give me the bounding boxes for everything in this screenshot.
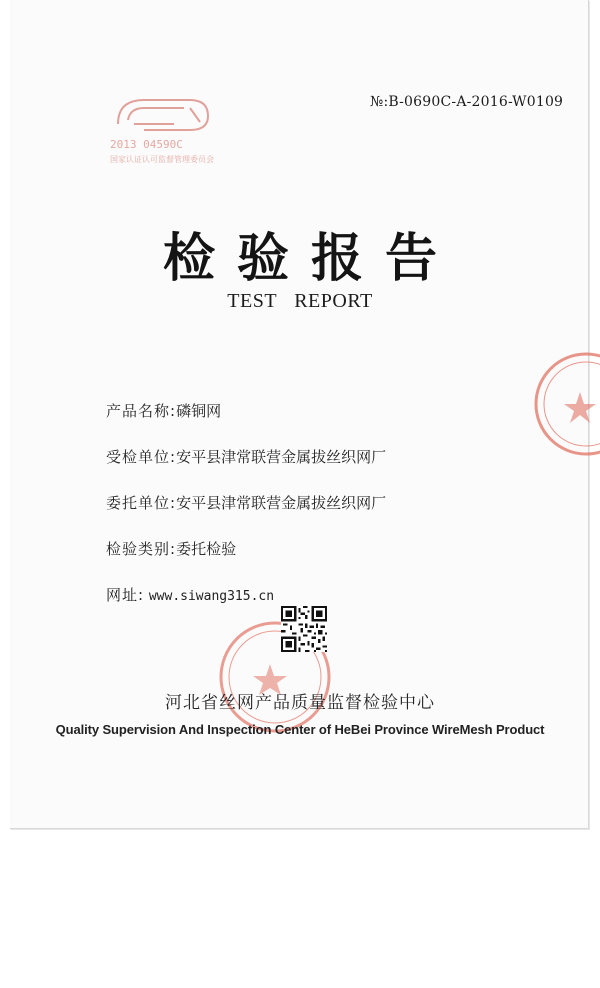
website-label: 网址: (106, 586, 145, 604)
client-unit-value: 安平县津常联营金属拔丝织网厂 (176, 494, 387, 512)
client-unit-row (106, 492, 386, 513)
client-unit-label: 委托单位: (106, 494, 177, 512)
qr-code-icon[interactable] (281, 606, 327, 652)
title-chinese: 检验报告 (162, 229, 459, 289)
inspection-type-value: 委托检验 (176, 540, 237, 558)
product-name-label: 产品名称: (106, 402, 177, 420)
stamp-cert-number: 2013 04590C (110, 138, 183, 151)
issuer-name-chinese: 河北省丝网产品质量监督检验中心 (165, 693, 435, 713)
report-number: №:B-0690C-A-2016-W0109 (370, 94, 564, 110)
stamp-cert-text: 国家认证认可监督管理委员会 (110, 155, 214, 164)
inspected-unit-row (106, 446, 386, 467)
website-link[interactable]: www.siwang315.cn (148, 589, 275, 604)
inspection-type-label: 检验类别: (106, 540, 177, 558)
title-english: TEST REPORT (227, 290, 373, 312)
website-row (106, 584, 274, 605)
inspected-unit-label: 受检单位: (106, 448, 177, 466)
cma-stamp-icon (104, 94, 220, 170)
red-seal-right-icon (528, 348, 600, 458)
inspection-type-row (106, 538, 236, 559)
issuer-name-english: Quality Supervision And Inspection Center of HeBei Province WireMesh Product (55, 722, 545, 737)
product-name-row (106, 400, 221, 421)
inspected-unit-value: 安平县津常联营金属拔丝织网厂 (176, 448, 387, 466)
product-name-value: 磷铜网 (176, 402, 222, 420)
